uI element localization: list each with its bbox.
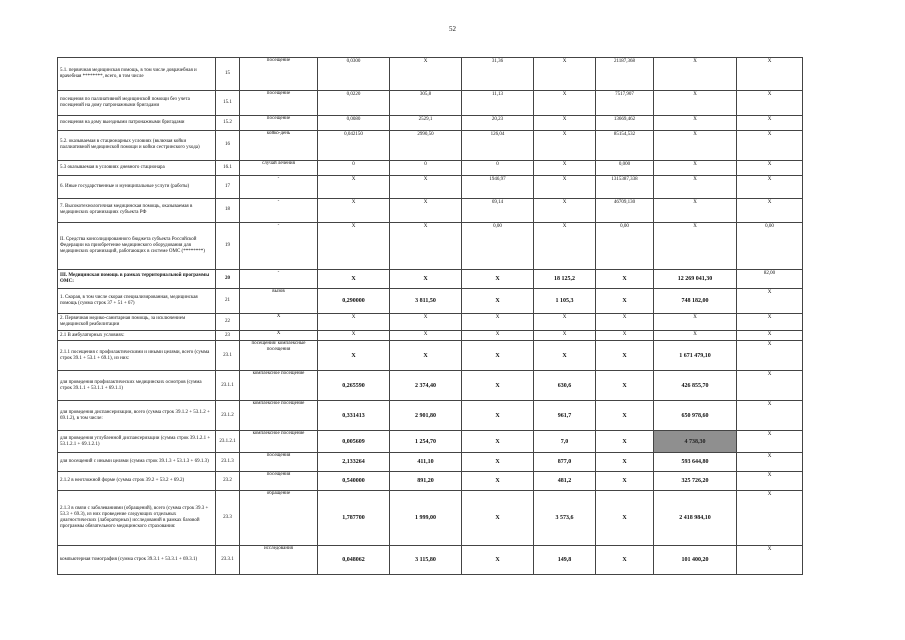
value-cell-c6: 325 726,20 <box>654 471 737 490</box>
row-name-cell: 5.2. оказываемая в стационарных условиях (включая койки паллиативной медицинской помощи и койки сестринского ухода) <box>58 131 216 161</box>
value-cell-c5: 85154,532 <box>596 131 654 161</box>
value-cell-c5: X <box>596 546 654 575</box>
table-row <box>58 131 803 161</box>
value-cell-c4: 481,2 <box>534 471 596 490</box>
value-cell-c1: 1,787700 <box>318 490 390 545</box>
row-code-cell: 23.1.3 <box>216 453 240 472</box>
value-cell-c3: 20,23 <box>462 115 534 130</box>
value-cell-c1: 0,290000 <box>318 289 390 313</box>
table-row <box>58 289 803 313</box>
value-cell-c7: 0,00 <box>737 222 803 270</box>
value-cell-c3: 126,04 <box>462 131 534 161</box>
unit-cell: случай лечения <box>240 160 318 175</box>
row-code-cell: 21 <box>216 289 240 313</box>
value-cell-c4: X <box>534 341 596 371</box>
value-cell-c3: X <box>462 341 534 371</box>
value-cell-c1: 0,005609 <box>318 430 390 452</box>
row-code-cell: 15.1 <box>216 91 240 115</box>
table-row <box>58 222 803 270</box>
row-code-cell: 23 <box>216 331 240 341</box>
unit-cell: X <box>240 313 318 331</box>
program-table-container <box>57 57 802 575</box>
value-cell-c3: 0,00 <box>462 222 534 270</box>
row-name-cell: посещения по паллиативной медицинской помощи без учета посещений на дому патронажными бригадами <box>58 91 216 115</box>
value-cell-c2: X <box>390 222 462 270</box>
unit-cell: - <box>240 270 318 289</box>
value-cell-c3: 0 <box>462 160 534 175</box>
value-cell-c2: 411,10 <box>390 453 462 472</box>
value-cell-c6: X <box>654 198 737 222</box>
value-cell-c1: X <box>318 198 390 222</box>
row-code-cell: 16 <box>216 131 240 161</box>
row-name-cell: 5.3 оказываемая в условиях дневного стационара <box>58 160 216 175</box>
table-row <box>58 430 803 452</box>
value-cell-c4: 877,0 <box>534 453 596 472</box>
value-cell-c7: X <box>737 371 803 401</box>
value-cell-c2: X <box>390 176 462 198</box>
value-cell-c1: X <box>318 313 390 331</box>
value-cell-c7: X <box>737 341 803 371</box>
value-cell-c5: X <box>596 289 654 313</box>
value-cell-c4: X <box>534 91 596 115</box>
value-cell-c6: X <box>654 331 737 341</box>
value-cell-c2: 1 999,00 <box>390 490 462 545</box>
value-cell-c6: 650 978,60 <box>654 401 737 431</box>
unit-cell: - <box>240 176 318 198</box>
value-cell-c6: 12 269 041,30 <box>654 270 737 289</box>
value-cell-c6: 593 644,80 <box>654 453 737 472</box>
unit-cell: - <box>240 198 318 222</box>
row-code-cell: 23.1.2.1 <box>216 430 240 452</box>
value-cell-c7: X <box>737 289 803 313</box>
value-cell-c5: X <box>596 270 654 289</box>
value-cell-c2: 2 901,80 <box>390 401 462 431</box>
row-name-cell: для проведения углубленной диспансеризации (сумма строк 39.1.2.1 + 53.1.2.1 + 69.1.2.1) <box>58 430 216 452</box>
value-cell-c3: X <box>462 430 534 452</box>
value-cell-c7: X <box>737 131 803 161</box>
value-cell-c2: X <box>390 270 462 289</box>
value-cell-c3: X <box>462 371 534 401</box>
value-cell-c3: X <box>462 453 534 472</box>
value-cell-c4: X <box>534 131 596 161</box>
row-name-cell: для проведения диспансеризации, всего (сумма строк 39.1.2 + 53.1.2 + 69.1.2), в том числе: <box>58 401 216 431</box>
value-cell-c2: X <box>390 198 462 222</box>
value-cell-c4: X <box>534 198 596 222</box>
value-cell-c6: 426 855,70 <box>654 371 737 401</box>
value-cell-c7: X <box>737 176 803 198</box>
value-cell-c3: X <box>462 490 534 545</box>
value-cell-c7: X <box>737 313 803 331</box>
table-row <box>58 471 803 490</box>
unit-cell: койко-день <box>240 131 318 161</box>
table-row <box>58 331 803 341</box>
value-cell-c2: X <box>390 58 462 91</box>
value-cell-c4: 3 573,6 <box>534 490 596 545</box>
value-cell-c5: X <box>596 331 654 341</box>
page-number: 52 <box>449 25 456 33</box>
unit-cell: X <box>240 331 318 341</box>
value-cell-c7: X <box>737 490 803 545</box>
value-cell-c4: X <box>534 160 596 175</box>
table-row <box>58 546 803 575</box>
value-cell-c4: 7,0 <box>534 430 596 452</box>
unit-cell: комплексное посещение <box>240 401 318 431</box>
row-name-cell: для посещений с иными целями (сумма строк 39.1.3 + 53.1.3 + 69.1.3) <box>58 453 216 472</box>
value-cell-c2: 2990,50 <box>390 131 462 161</box>
value-cell-c2: X <box>390 313 462 331</box>
unit-cell: посещения/ комплексные посещения <box>240 341 318 371</box>
table-row <box>58 160 803 175</box>
value-cell-c5: 0,00 <box>596 222 654 270</box>
value-cell-c3: X <box>462 270 534 289</box>
value-cell-c2: X <box>390 331 462 341</box>
value-cell-c3: X <box>462 313 534 331</box>
row-name-cell: II. Средства консолидированного бюджета субъекта Российской Федерации на приобретение медицинского оборудования для медицинских организаций, работающих в системе ОМС (********) <box>58 222 216 270</box>
row-code-cell: 23.1.1 <box>216 371 240 401</box>
value-cell-c1: 0,0080 <box>318 115 390 130</box>
row-name-cell: 2.1.3 в связи с заболеваниями (обращений), всего (сумма строк 39.3 + 53.3 + 69.3), из них проведение следующих отдельных диагностических (лабораторных) исследований в рамках базовой программы обязательного медицинского страхования: <box>58 490 216 545</box>
table-row <box>58 341 803 371</box>
unit-cell: комплексное посещение <box>240 371 318 401</box>
table-row <box>58 371 803 401</box>
unit-cell: комплексное посещение <box>240 430 318 452</box>
table-row <box>58 490 803 545</box>
value-cell-c7: X <box>737 331 803 341</box>
row-code-cell: 18 <box>216 198 240 222</box>
value-cell-c3: X <box>462 401 534 431</box>
value-cell-c6: 1 671 479,10 <box>654 341 737 371</box>
row-name-cell: для проведения профилактических медицинских осмотров (сумма строк 39.1.1 + 53.1.1 + 69.1.1) <box>58 371 216 401</box>
unit-cell: посещения <box>240 453 318 472</box>
row-name-cell: 5.1. первичная медицинская помощь, в том числе доврачебная и врачебная ********, всего, в том числе <box>58 58 216 91</box>
value-cell-c2: X <box>390 341 462 371</box>
unit-cell: - <box>240 222 318 270</box>
value-cell-c4: 149,8 <box>534 546 596 575</box>
value-cell-c3: X <box>462 289 534 313</box>
value-cell-c1: 0,540000 <box>318 471 390 490</box>
program-financing-table <box>57 57 803 575</box>
value-cell-c3: 31,36 <box>462 58 534 91</box>
value-cell-c1: X <box>318 331 390 341</box>
row-code-cell: 22 <box>216 313 240 331</box>
value-cell-c7: X <box>737 115 803 130</box>
value-cell-c1: X <box>318 176 390 198</box>
value-cell-c5: X <box>596 371 654 401</box>
value-cell-c5: X <box>596 471 654 490</box>
value-cell-c4: 1 105,3 <box>534 289 596 313</box>
value-cell-c2: 305,8 <box>390 91 462 115</box>
table-row <box>58 313 803 331</box>
value-cell-c6: X <box>654 58 737 91</box>
value-cell-c2: 2 374,40 <box>390 371 462 401</box>
value-cell-c2: 1 254,70 <box>390 430 462 452</box>
row-name-cell: 2.1.1 посещения с профилактическими и иными целями, всего (сумма строк 39.1 + 53.1 + 69.1), из них: <box>58 341 216 371</box>
unit-cell: посещение <box>240 58 318 91</box>
value-cell-c6: X <box>654 222 737 270</box>
value-cell-c2: 3 115,80 <box>390 546 462 575</box>
value-cell-c7: X <box>737 58 803 91</box>
value-cell-c6: X <box>654 313 737 331</box>
row-name-cell: 6. Иные государственные и муниципальные услуги (работы) <box>58 176 216 198</box>
value-cell-c6: X <box>654 176 737 198</box>
value-cell-c1: 0,0300 <box>318 58 390 91</box>
value-cell-c7: X <box>737 198 803 222</box>
value-cell-c1: 0,265590 <box>318 371 390 401</box>
row-code-cell: 16.1 <box>216 160 240 175</box>
unit-cell: посещение <box>240 115 318 130</box>
value-cell-c5: X <box>596 490 654 545</box>
value-cell-c6: 2 418 984,10 <box>654 490 737 545</box>
value-cell-c1: 0 <box>318 160 390 175</box>
value-cell-c5: 21187,368 <box>596 58 654 91</box>
row-code-cell: 23.3.1 <box>216 546 240 575</box>
unit-cell: исследования <box>240 546 318 575</box>
value-cell-c3: X <box>462 546 534 575</box>
value-cell-c3: 11,13 <box>462 91 534 115</box>
value-cell-c5: X <box>596 430 654 452</box>
unit-cell: посещение <box>240 91 318 115</box>
value-cell-c6: X <box>654 160 737 175</box>
unit-cell: обращение <box>240 490 318 545</box>
row-code-cell: 23.3 <box>216 490 240 545</box>
value-cell-c5: X <box>596 313 654 331</box>
value-cell-c5: X <box>596 401 654 431</box>
value-cell-c7: X <box>737 471 803 490</box>
row-name-cell: 2. Первичная медико-санитарная помощь, за исключением медицинской реабилитации <box>58 313 216 331</box>
unit-cell: вызов <box>240 289 318 313</box>
value-cell-c1: 0,331413 <box>318 401 390 431</box>
value-cell-c7: X <box>737 160 803 175</box>
value-cell-c6: X <box>654 91 737 115</box>
value-cell-c6: 101 400,20 <box>654 546 737 575</box>
value-cell-c6: 748 182,00 <box>654 289 737 313</box>
row-name-cell: посещения на дому выездными патронажными бригадами <box>58 115 216 130</box>
row-name-cell: 1. Скорая, в том числе скорая специализированная, медицинская помощь (сумма строк 37 + 51 + 67) <box>58 289 216 313</box>
value-cell-c7: X <box>737 453 803 472</box>
value-cell-c1: 0,048062 <box>318 546 390 575</box>
value-cell-c1: X <box>318 222 390 270</box>
value-cell-c4: X <box>534 115 596 130</box>
value-cell-c7: X <box>737 91 803 115</box>
value-cell-c1: 0,042150 <box>318 131 390 161</box>
value-cell-c7: X <box>737 430 803 452</box>
row-code-cell: 15 <box>216 58 240 91</box>
value-cell-c6: X <box>654 115 737 130</box>
value-cell-c6: X <box>654 131 737 161</box>
value-cell-c3: X <box>462 471 534 490</box>
row-code-cell: 23.1.2 <box>216 401 240 431</box>
value-cell-c4: X <box>534 222 596 270</box>
row-code-cell: 15.2 <box>216 115 240 130</box>
value-cell-c5: X <box>596 341 654 371</box>
value-cell-c5: 13669,462 <box>596 115 654 130</box>
row-code-cell: 23.2 <box>216 471 240 490</box>
table-row <box>58 176 803 198</box>
table-row <box>58 270 803 289</box>
row-name-cell: 2.1 В амбулаторных условиях: <box>58 331 216 341</box>
row-name-cell: III. Медицинская помощь в рамках территориальной программы ОМС: <box>58 270 216 289</box>
value-cell-c5: X <box>596 453 654 472</box>
value-cell-c5: 0,000 <box>596 160 654 175</box>
value-cell-c2: 3 811,50 <box>390 289 462 313</box>
value-cell-c6: 4 738,30 <box>654 430 737 452</box>
value-cell-c4: X <box>534 313 596 331</box>
row-name-cell: 2.1.2 в неотложной форме (сумма строк 39.2 + 53.2 + 69.2) <box>58 471 216 490</box>
row-code-cell: 23.1 <box>216 341 240 371</box>
value-cell-c4: 630,6 <box>534 371 596 401</box>
value-cell-c2: 891,20 <box>390 471 462 490</box>
value-cell-c3: 69,14 <box>462 198 534 222</box>
value-cell-c1: X <box>318 270 390 289</box>
value-cell-c1: 0,0220 <box>318 91 390 115</box>
value-cell-c7: X <box>737 401 803 431</box>
table-row <box>58 58 803 91</box>
value-cell-c5: 46709,130 <box>596 198 654 222</box>
value-cell-c3: X <box>462 331 534 341</box>
row-code-cell: 19 <box>216 222 240 270</box>
table-row <box>58 453 803 472</box>
row-name-cell: 7. Высокотехнологичная медицинская помощь, оказываемая в медицинских организациях субъекта РФ <box>58 198 216 222</box>
value-cell-c2: 0 <box>390 160 462 175</box>
table-row <box>58 115 803 130</box>
value-cell-c4: 961,7 <box>534 401 596 431</box>
value-cell-c4: X <box>534 176 596 198</box>
value-cell-c4: X <box>534 331 596 341</box>
value-cell-c2: 2529,1 <box>390 115 462 130</box>
row-name-cell: компьютерная томография (сумма строк 39.3.1 + 53.3.1 + 69.3.1) <box>58 546 216 575</box>
value-cell-c5: 1315387,338 <box>596 176 654 198</box>
value-cell-c7: X <box>737 546 803 575</box>
table-row <box>58 198 803 222</box>
value-cell-c1: 2,133264 <box>318 453 390 472</box>
value-cell-c3: 1946,97 <box>462 176 534 198</box>
table-row <box>58 91 803 115</box>
value-cell-c4: 18 125,2 <box>534 270 596 289</box>
unit-cell: посещения <box>240 471 318 490</box>
row-code-cell: 20 <box>216 270 240 289</box>
value-cell-c7: 82,00 <box>737 270 803 289</box>
table-body <box>58 58 803 575</box>
value-cell-c1: X <box>318 341 390 371</box>
value-cell-c5: 7517,907 <box>596 91 654 115</box>
table-row <box>58 401 803 431</box>
value-cell-c4: X <box>534 58 596 91</box>
row-code-cell: 17 <box>216 176 240 198</box>
